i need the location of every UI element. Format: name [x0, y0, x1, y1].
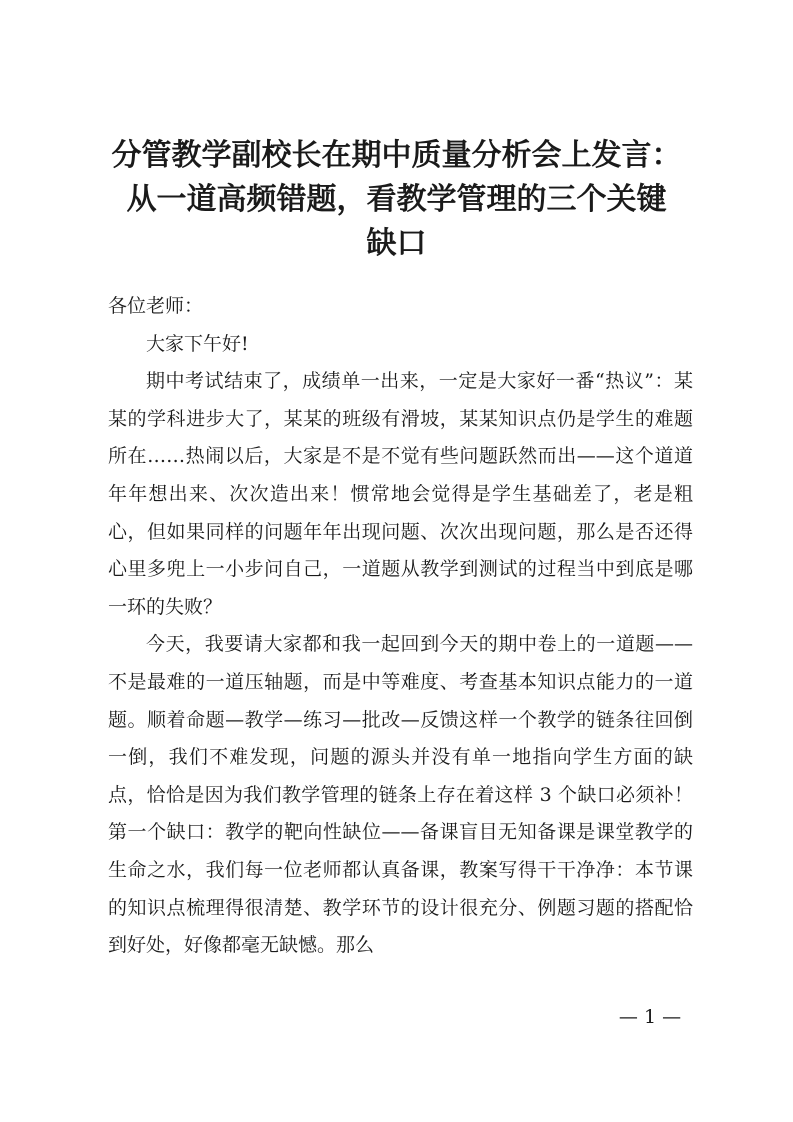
title-line-3: 缺口 — [366, 226, 427, 261]
page-number: — 1 — — [618, 1006, 682, 1028]
salutation: 各位老师： — [108, 295, 204, 317]
paragraph-1: 期中考试结束了，成绩单一出来，一定是大家好一番“热议”：某某的学科进步大了，某某的班级有滑坡，某某知识点仍是学生的难题所在……热闹以后，大家是不是不觉有些问题跃然而出——这个道道年年想出来、次次造出来！惯常地会觉得是学生基础差了，老是粗心，但如果同样的问题年年出现问题、次次出现问题，那么是否还得心里多兜上一小步问自己，一道题从教学到测试的过程当中到底是哪一环的失败？ — [108, 370, 693, 618]
title-line-1: 分管教学副校长在期中质量分析会上发言： — [111, 138, 682, 173]
document-title — [90, 134, 703, 266]
paragraph-2: 今天，我要请大家都和我一起回到今天的期中卷上的一道题——不是最难的一道压轴题，而是中等难度、考查基本知识点能力的一道题。顺着命题—教学—练习—批改—反馈这样一个教学的链条往回倒一倒，我们不难发现，问题的源头并没有单一地指向学生方面的缺点，恰恰是因为我们教学管理的链条上存在着这样 3 个缺口必须补！第一个缺口：教学的靶向性缺位——备课盲目无知备课是课堂教学的生命之水，我们每一位老师都认真备课，教案写得干干净净：本节课的知识点梳理得很清楚、教学环节的设计很充分、例题习题的搭配恰到好处，好像都毫无缺憾。那么 — [108, 633, 693, 957]
title-line-2: 从一道高频错题，看教学管理的三个关键 — [126, 182, 667, 217]
document-body — [108, 288, 693, 965]
greeting: 大家下午好! — [146, 332, 249, 355]
